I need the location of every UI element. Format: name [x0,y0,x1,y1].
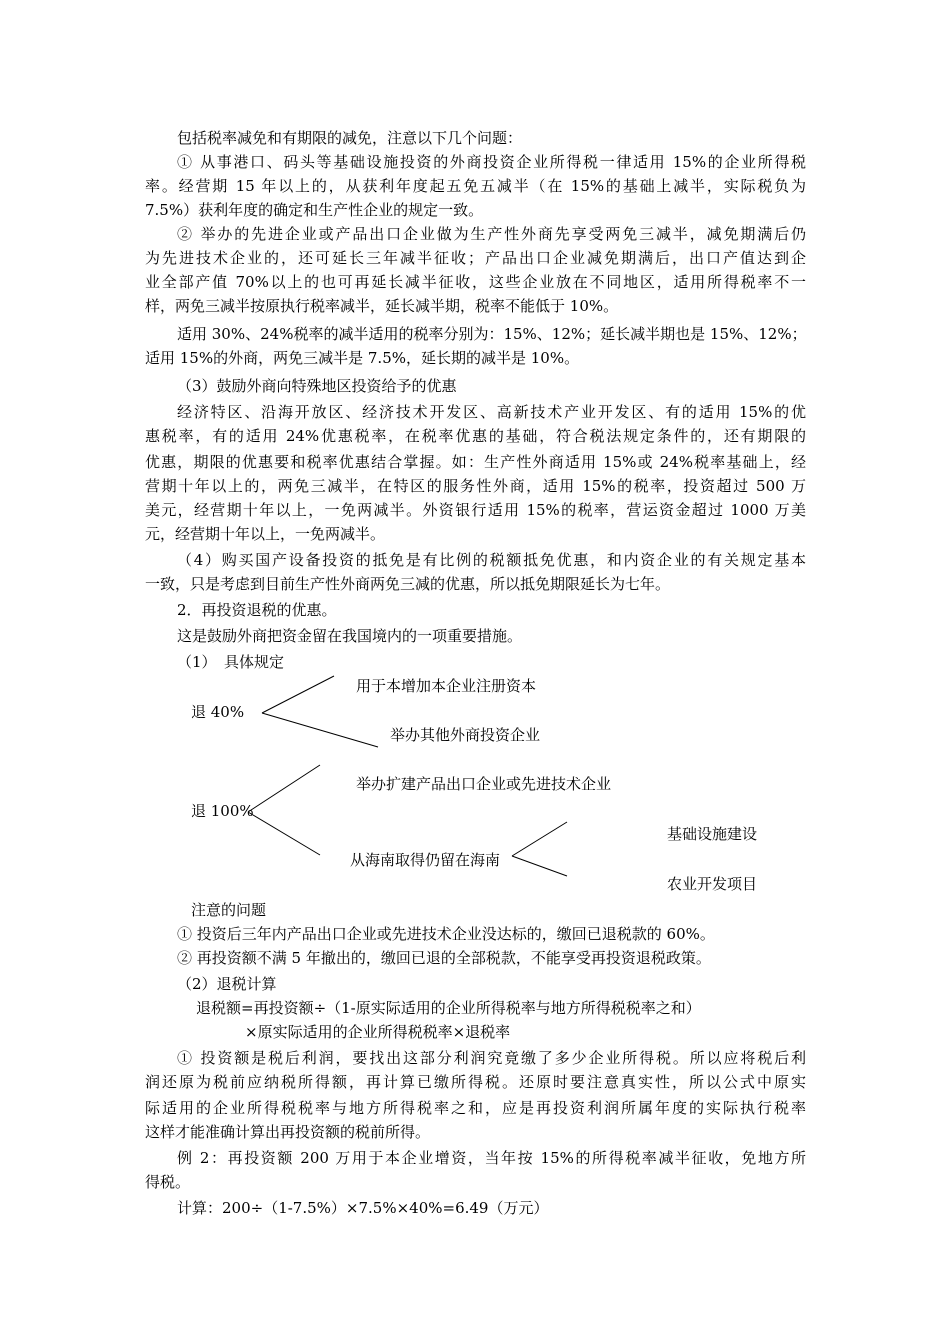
text-line: ① 从事港口、码头等基础设施投资的外商投资企业所得税一律适用 15%的企业所得税 [177,153,806,171]
text-line: 际适用的企业所得税税率与地方所得税率之和，应是再投资利润所属年度的实际执行税率 [145,1099,806,1117]
use-other-enterprise: 举办其他外商投资企业 [390,726,541,744]
text-line: 例 2：再投资额 200 万用于本企业增资，当年按 15%的所得税率减半征收，免地方所 [177,1149,806,1167]
refund-100-label: 退 100% [191,802,254,820]
text-line: 惠税率，有的适用 24%优惠税率，在税率优惠的基础，符合税法规定条件的，还有期限的 [145,427,806,445]
text-line: ① 投资额是税后利润，要找出这部分利润究竟缴了多少企业所得税。所以应将税后利 [177,1049,806,1067]
branch-line [248,812,320,855]
refund-40-label: 退 40% [191,703,245,721]
use-infrastructure: 基础设施建设 [667,825,758,843]
text-line: 得税。 [145,1173,191,1191]
text-line: 为先进技术企业的，还可延长三年减半征收；产品出口企业减免期满后，出口产值达到企 [145,249,806,267]
text-line: ① 投资后三年内产品出口企业或先进技术企业没达标的，缴回已退税款的 60%。 [177,925,715,943]
calculation-line: 计算：200÷（1-7.5%）×7.5%×40%=6.49（万元） [177,1199,549,1217]
text-line: 样，两免三减半按原执行税率减半，延长减半期，税率不能低于 10%。 [145,297,619,315]
branch-line [248,765,320,812]
formula-line: 退税额=再投资额÷（1-原实际适用的企业所得税率与地方所得税税率之和） [196,999,701,1017]
use-hainan: 从海南取得仍留在海南 [350,851,501,869]
subsection-heading: （1） 具体规定 [177,653,285,671]
subsection-heading: 注意的问题 [191,901,267,919]
text-line: （4）购买国产设备投资的抵免是有比例的税额抵免优惠，和内资企业的有关规定基本 [177,551,806,569]
text-line: 优惠，期限的优惠要和税率优惠结合掌握。如：生产性外商适用 15%或 24%税率基础上，经 [145,453,806,471]
text-line: 美元，经营期十年以上，一免两减半。外资银行适用 15%的税率，营运资金超过 1000 万美 [145,501,806,519]
text-line: 7.5%）获利年度的确定和生产性企业的规定一致。 [145,201,484,219]
branch-line [512,856,567,876]
formula-line: ×原实际适用的企业所得税税率×退税率 [245,1023,511,1041]
use-increase-capital: 用于本增加本企业注册资本 [356,677,537,695]
branch-line [262,713,378,747]
text-line: 这样才能准确计算出再投资额的税前所得。 [145,1123,431,1141]
text-line: 这是鼓励外商把资金留在我国境内的一项重要措施。 [177,627,523,645]
branch-line [262,676,334,713]
text-line: 适用 30%、24%税率的减半适用的税率分别为：15%、12%；延长减半期也是 15%、12%； [177,325,807,343]
section-heading: 2．再投资退税的优惠。 [177,601,337,619]
section-heading: （3）鼓励外商向特殊地区投资给予的优惠 [177,377,457,395]
text-line: 营期十年以上的，两免三减半，在特区的服务性外商，适用 15%的税率，投资超过 500 万 [145,477,806,495]
text-line: 业全部产值 70%以上的也可再延长减半征收，这些企业放在不同地区，适用所得税率不一 [145,273,806,291]
text-line: 适用 15%的外商，两免三减半是 7.5%，延长期的减半是 10%。 [145,349,580,367]
text-line: 元，经营期十年以上，一免两减半。 [145,525,386,543]
text-line: 经济特区、沿海开放区、经济技术开发区、高新技术产业开发区、有的适用 15%的优 [177,403,806,421]
text-line: 包括税率减免和有期限的减免，注意以下几个问题： [177,129,523,147]
text-line: ② 再投资额不满 5 年撤出的，缴回已退的全部税款，不能享受再投资退税政策。 [177,949,711,967]
text-line: 润还原为税前应纳税所得额，再计算已缴所得税。还原时要注意真实性，所以公式中原实 [145,1073,806,1091]
branch-line [512,822,567,856]
text-line: 一致，只是考虑到目前生产性外商两免三减的优惠，所以抵免期限延长为七年。 [145,575,671,593]
subsection-heading: （2）退税计算 [177,975,277,993]
use-agriculture: 农业开发项目 [667,875,758,893]
use-export-tech-enterprise: 举办扩建产品出口企业或先进技术企业 [356,775,612,793]
text-line: ② 举办的先进企业或产品出口企业做为生产性外商先享受两免三减半，减免期满后仍 [177,225,806,243]
text-line: 率。经营期 15 年以上的，从获利年度起五免五减半（在 15%的基础上减半，实际税负为 [145,177,806,195]
